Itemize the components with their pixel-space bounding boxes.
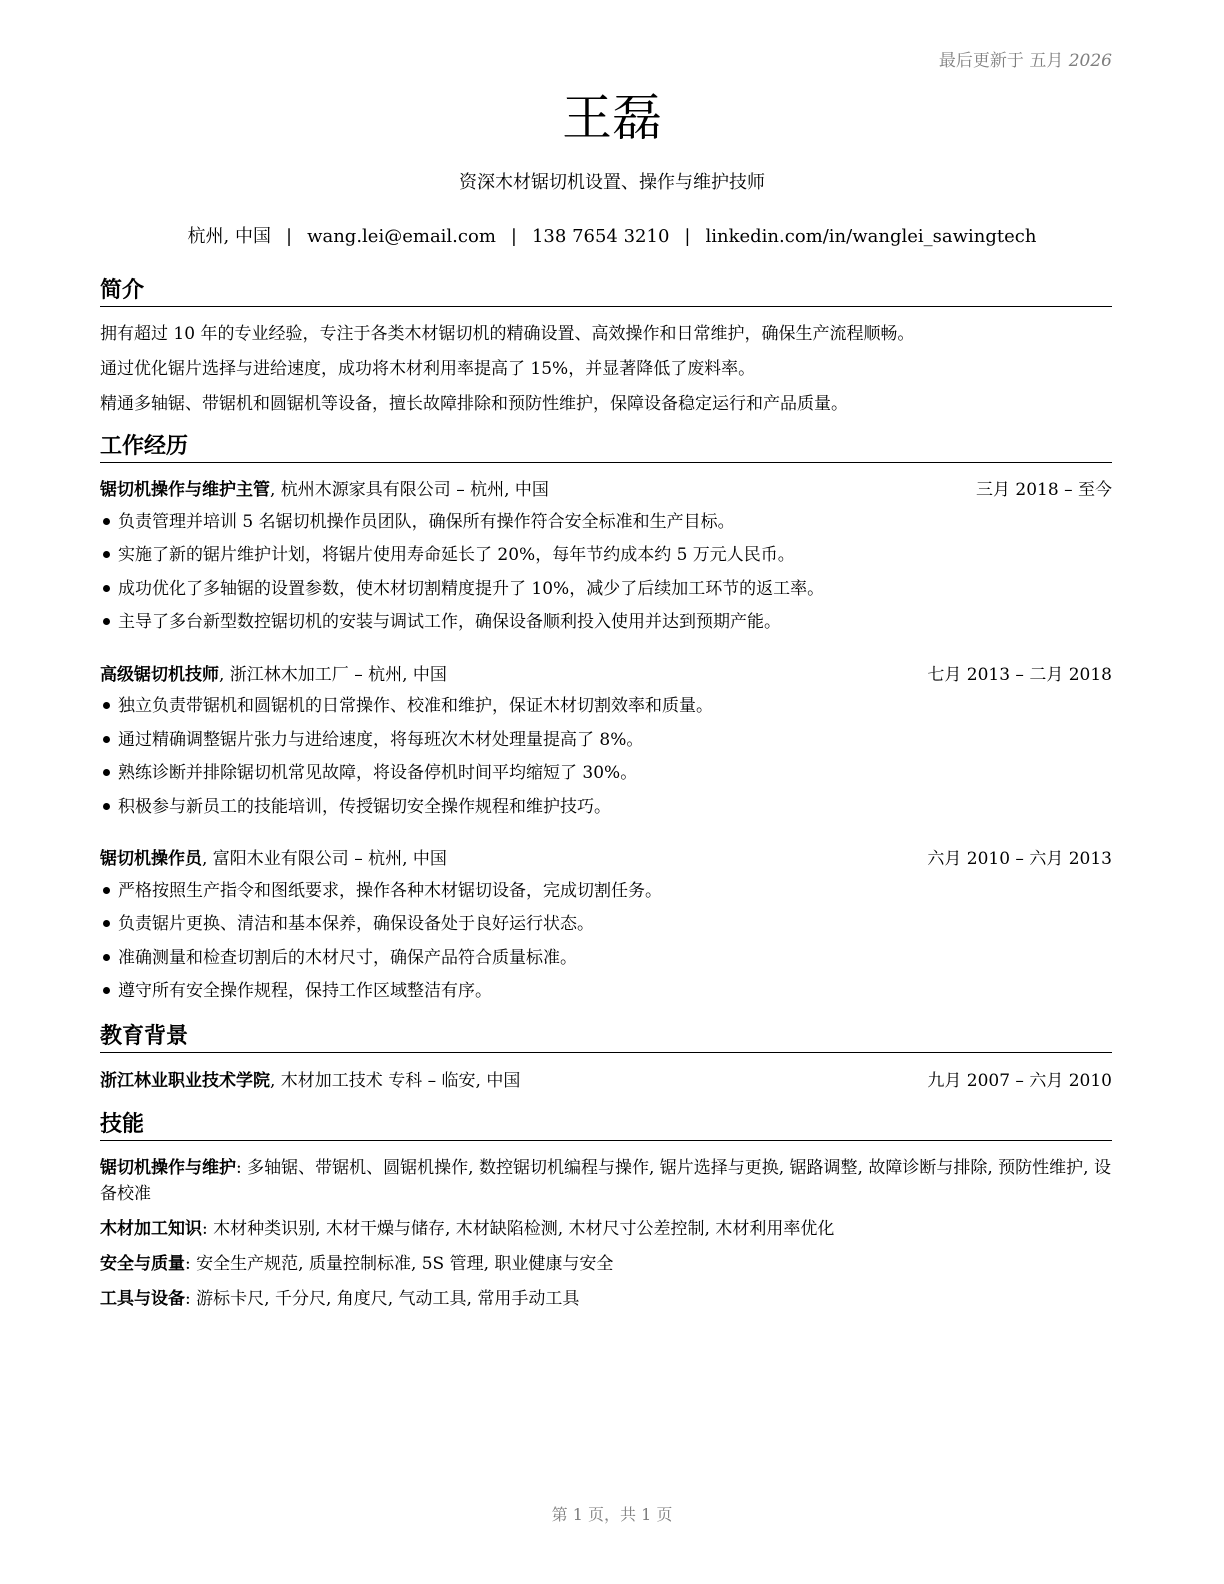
job-title: 高级锯切机技师: [100, 665, 219, 685]
bullet-dot: [103, 518, 110, 525]
bullet-text: 负责锯片更换、清洁和基本保养，确保设备处于良好运行状态。: [118, 914, 594, 934]
job-dates: 六月 2010 – 六月 2013: [927, 849, 1112, 869]
candidate-name: 王磊: [562, 89, 662, 147]
last-updated: [939, 46, 1112, 71]
job-title-line: [100, 477, 549, 503]
bullet-text: 负责管理并培训 5 名锯切机操作员团队，确保所有操作符合安全标准和生产目标。: [118, 512, 735, 532]
last-updated-year: 2026: [1068, 51, 1112, 71]
contact-linkedin[interactable]: linkedin.com/in/wanglei_sawingtech: [705, 226, 1037, 247]
section-title-experience: 工作经历: [100, 432, 1112, 463]
job-dates: 七月 2013 – 二月 2018: [927, 665, 1112, 685]
job-bullet: [100, 978, 1112, 1004]
section-title-education: 教育背景: [100, 1022, 1112, 1053]
contact-email[interactable]: wang.lei@email.com: [307, 226, 496, 247]
skill-label: 工具与设备: [100, 1289, 185, 1309]
bullet-text: 遵守所有安全操作规程，保持工作区域整洁有序。: [118, 981, 492, 1001]
job-header: [100, 662, 1112, 688]
education-school: 浙江林业职业技术学院: [100, 1071, 270, 1091]
job-bullet: [100, 693, 1112, 719]
job-header: [100, 477, 1112, 503]
contact-location: 杭州, 中国: [187, 226, 271, 247]
skill-value: : 安全生产规范, 质量控制标准, 5S 管理, 职业健康与安全: [185, 1254, 614, 1274]
section-title-summary: 简介: [100, 276, 1112, 307]
job-bullet: [100, 760, 1112, 786]
section-title-skills: 技能: [100, 1110, 1112, 1141]
job-dates: 三月 2018 – 至今: [976, 480, 1112, 500]
contact-line: [0, 224, 1224, 250]
job-bullet: [100, 727, 1112, 753]
skill-label: 安全与质量: [100, 1254, 185, 1274]
skill-row: [100, 1286, 1112, 1312]
bullet-text: 准确测量和检查切割后的木材尺寸，确保产品符合质量标准。: [118, 948, 577, 968]
bullet-text: 实施了新的锯片维护计划，将锯片使用寿命延长了 20%，每年节约成本约 5 万元人民币。: [118, 545, 795, 565]
bullet-dot: [103, 736, 110, 743]
contact-phone[interactable]: 138 7654 3210: [531, 226, 670, 247]
job-title-line: [100, 846, 447, 872]
contact-separator: |: [286, 226, 293, 247]
skill-value: : 多轴锯、带锯机、圆锯机操作, 数控锯切机编程与操作, 锯片选择与更换, 锯路调整, 故障诊断与排除, 预防性维护, 设备校准: [100, 1158, 1111, 1204]
bullet-text: 主导了多台新型数控锯切机的安装与调试工作，确保设备顺利投入使用并达到预期产能。: [118, 612, 781, 632]
bullet-dot: [103, 702, 110, 709]
last-updated-label: 最后更新于 五月: [938, 51, 1064, 71]
job-bullet: [100, 609, 1112, 635]
skill-label: 木材加工知识: [100, 1219, 202, 1239]
candidate-headline: 资深木材锯切机设置、操作与维护技师: [459, 172, 765, 193]
bullet-dot: [103, 920, 110, 927]
bullet-dot: [103, 987, 110, 994]
skill-label: 锯切机操作与维护: [100, 1158, 236, 1178]
contact-separator: |: [510, 226, 517, 247]
job-company: , 杭州木源家具有限公司 – 杭州, 中国: [270, 480, 549, 500]
bullet-dot: [103, 551, 110, 558]
skill-row: [100, 1155, 1112, 1207]
education-entry: [100, 1068, 1112, 1094]
summary-line: 精通多轴锯、带锯机和圆锯机等设备，擅长故障排除和预防性维护，保障设备稳定运行和产品质量。: [100, 394, 848, 414]
summary-line: 拥有超过 10 年的专业经验，专注于各类木材锯切机的精确设置、高效操作和日常维护，确保生产流程顺畅。: [100, 324, 915, 344]
bullet-dot: [103, 769, 110, 776]
bullet-text: 通过精确调整锯片张力与进给速度，将每班次木材处理量提高了 8%。: [118, 730, 644, 750]
page-footer: 第 1 页，共 1 页: [551, 1505, 673, 1524]
bullet-dot: [103, 887, 110, 894]
bullet-text: 成功优化了多轴锯的设置参数，使木材切割精度提升了 10%，减少了后续加工环节的返工率。: [118, 579, 825, 599]
bullet-dot: [103, 803, 110, 810]
bullet-text: 严格按照生产指令和图纸要求，操作各种木材锯切设备，完成切割任务。: [118, 881, 662, 901]
job-company: , 浙江林木加工厂 – 杭州, 中国: [219, 665, 447, 685]
summary-line: 通过优化锯片选择与进给速度，成功将木材利用率提高了 15%，并显著降低了废料率。: [100, 359, 756, 379]
contact-separator: |: [684, 226, 691, 247]
job-bullet: [100, 945, 1112, 971]
skill-row: [100, 1251, 1112, 1277]
bullet-dot: [103, 954, 110, 961]
job-bullet: [100, 878, 1112, 904]
bullet-dot: [103, 618, 110, 625]
job-bullet: [100, 542, 1112, 568]
bullet-text: 积极参与新员工的技能培训，传授锯切安全操作规程和维护技巧。: [118, 797, 611, 817]
job-title: 锯切机操作员: [100, 849, 202, 869]
skill-value: : 游标卡尺, 千分尺, 角度尺, 气动工具, 常用手动工具: [185, 1289, 580, 1309]
job-header: [100, 846, 1112, 872]
job-bullet: [100, 576, 1112, 602]
skill-row: [100, 1216, 1112, 1242]
education-dates: 九月 2007 – 六月 2010: [927, 1071, 1112, 1091]
skill-value: : 木材种类识别, 木材干燥与储存, 木材缺陷检测, 木材尺寸公差控制, 木材利用率优化: [202, 1219, 835, 1239]
bullet-text: 独立负责带锯机和圆锯机的日常操作、校准和维护，保证木材切割效率和质量。: [118, 696, 713, 716]
education-line: [100, 1068, 520, 1094]
education-degree: , 木材加工技术 专科 – 临安, 中国: [270, 1071, 521, 1091]
bullet-text: 熟练诊断并排除锯切机常见故障，将设备停机时间平均缩短了 30%。: [118, 763, 638, 783]
job-bullet: [100, 794, 1112, 820]
job-title: 锯切机操作与维护主管: [100, 480, 270, 500]
bullet-dot: [103, 585, 110, 592]
job-bullet: [100, 911, 1112, 937]
job-title-line: [100, 662, 447, 688]
job-company: , 富阳木业有限公司 – 杭州, 中国: [202, 849, 447, 869]
job-bullet: [100, 509, 1112, 535]
